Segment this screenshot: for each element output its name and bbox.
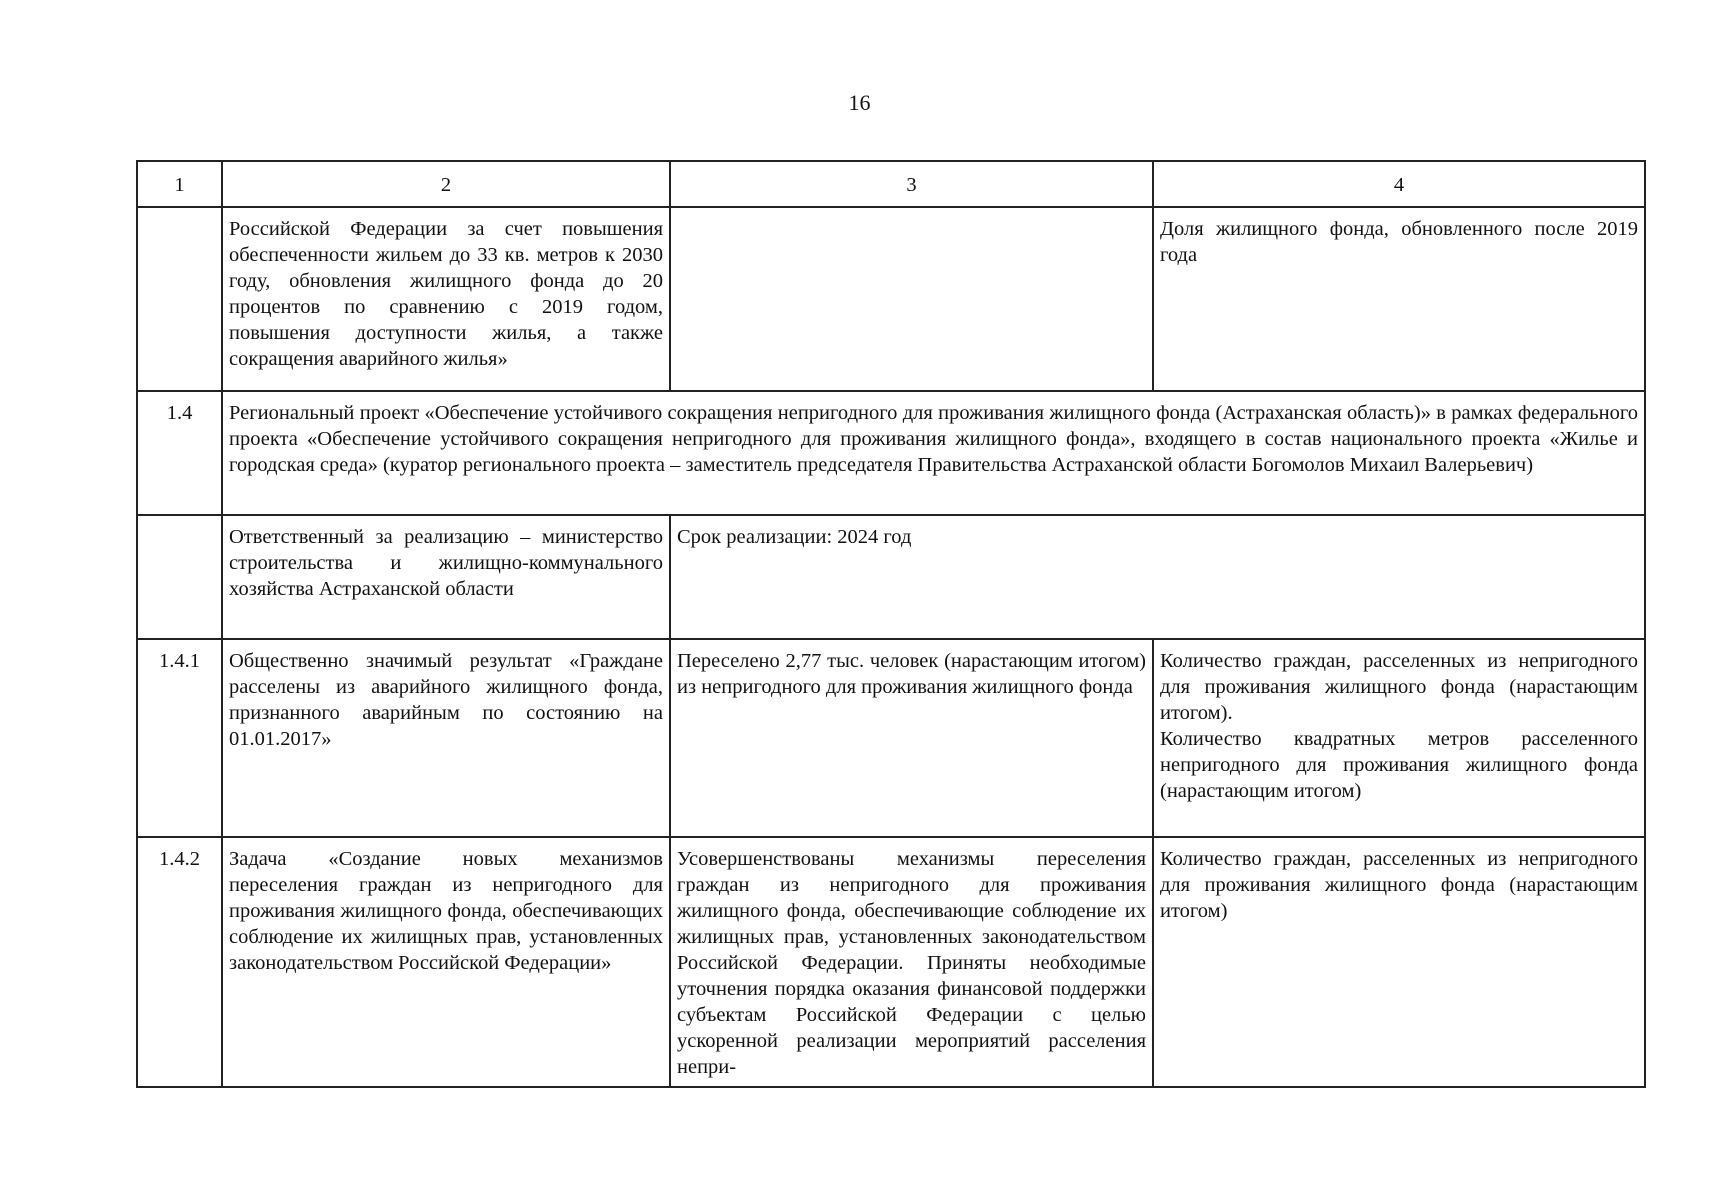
regional-project-title-cell: Региональный проект «Обеспечение устойчивого сокращения непригодного для проживания жилищного фонда (Астраханская область)» в рамках федерального проекта «Обеспечение устойчивого сокращения непригодного для проживания жилищного фонда», входящего в состав национального проекта «Жилье и городская среда» (куратор регионального проекта – заместитель председателя Правительства Астраханской области Богомолов Михаил Валерьевич) <box>222 391 1645 515</box>
indicator-line: Количество квадратных метров расселенного непригодного для проживания жилищного фонда (нарастающим итогом) <box>1160 728 1638 802</box>
indicator-cell <box>1153 837 1645 1087</box>
table-row <box>137 837 1645 1087</box>
indicator-line: Количество граждан, расселенных из непригодного для проживания жилищного фонда (нарастающим итогом) <box>1160 848 1638 922</box>
result-name-cell: Общественно значимый результат «Граждане расселены из аварийного жилищного фонда, признанного аварийным по состоянию на 01.01.2017» <box>222 639 670 837</box>
indicator-line: Количество граждан, расселенных из непригодного для проживания жилищного фонда (нарастающим итогом). <box>1160 650 1638 724</box>
result-text-cell <box>670 207 1153 391</box>
column-number-3: 3 <box>670 161 1153 207</box>
row-number-cell: 1.4 <box>137 391 222 515</box>
indicator-cell <box>1153 639 1645 837</box>
column-number-1: 1 <box>137 161 222 207</box>
implementation-term-cell: Срок реализации: 2024 год <box>670 515 1645 639</box>
row-number-cell: 1.4.2 <box>137 837 222 1087</box>
table-header-row <box>137 161 1645 207</box>
table-row-project <box>137 391 1645 515</box>
task-name-cell: Задача «Создание новых механизмов переселения граждан из непригодного для проживания жилищного фонда, обеспечивающих соблюдение их жилищных прав, установленных законодательством Российской Федерации» <box>222 837 670 1087</box>
result-description-cell: Переселено 2,77 тыс. человек (нарастающим итогом) из непригодного для проживания жилищного фонда <box>670 639 1153 837</box>
responsible-party-cell: Ответственный за реализацию – министерство строительства и жилищно-коммунального хозяйства Астраханской области <box>222 515 670 639</box>
column-number-2: 2 <box>222 161 670 207</box>
indicator-text-cell: Доля жилищного фонда, обновленного после 2019 года <box>1153 207 1645 391</box>
task-result-cell: Усовершенствованы механизмы переселения граждан из непригодного для проживания жилищного фонда, обеспечивающие соблюдение их жилищных прав, установленных законодательством Российской Федерации. Приняты необходимые уточнения порядка оказания финансовой поддержки субъектам Российской Федерации с целью ускоренной реализации мероприятий расселения непри- <box>670 837 1153 1087</box>
row-number-cell: 1.4.1 <box>137 639 222 837</box>
table-row-responsible <box>137 515 1645 639</box>
table-row <box>137 639 1645 837</box>
row-number-cell <box>137 515 222 639</box>
goal-text-cell: Российской Федерации за счет повышения обеспеченности жильем до 33 кв. метров к 2030 году, обновления жилищного фонда до 20 процентов по сравнению с 2019 годом, повышения доступности жилья, а также сокращения аварийного жилья» <box>222 207 670 391</box>
row-number-cell <box>137 207 222 391</box>
column-number-4: 4 <box>1153 161 1645 207</box>
program-table <box>136 160 1646 1088</box>
page-number: 16 <box>848 90 871 115</box>
table-row-continuation <box>137 207 1645 391</box>
